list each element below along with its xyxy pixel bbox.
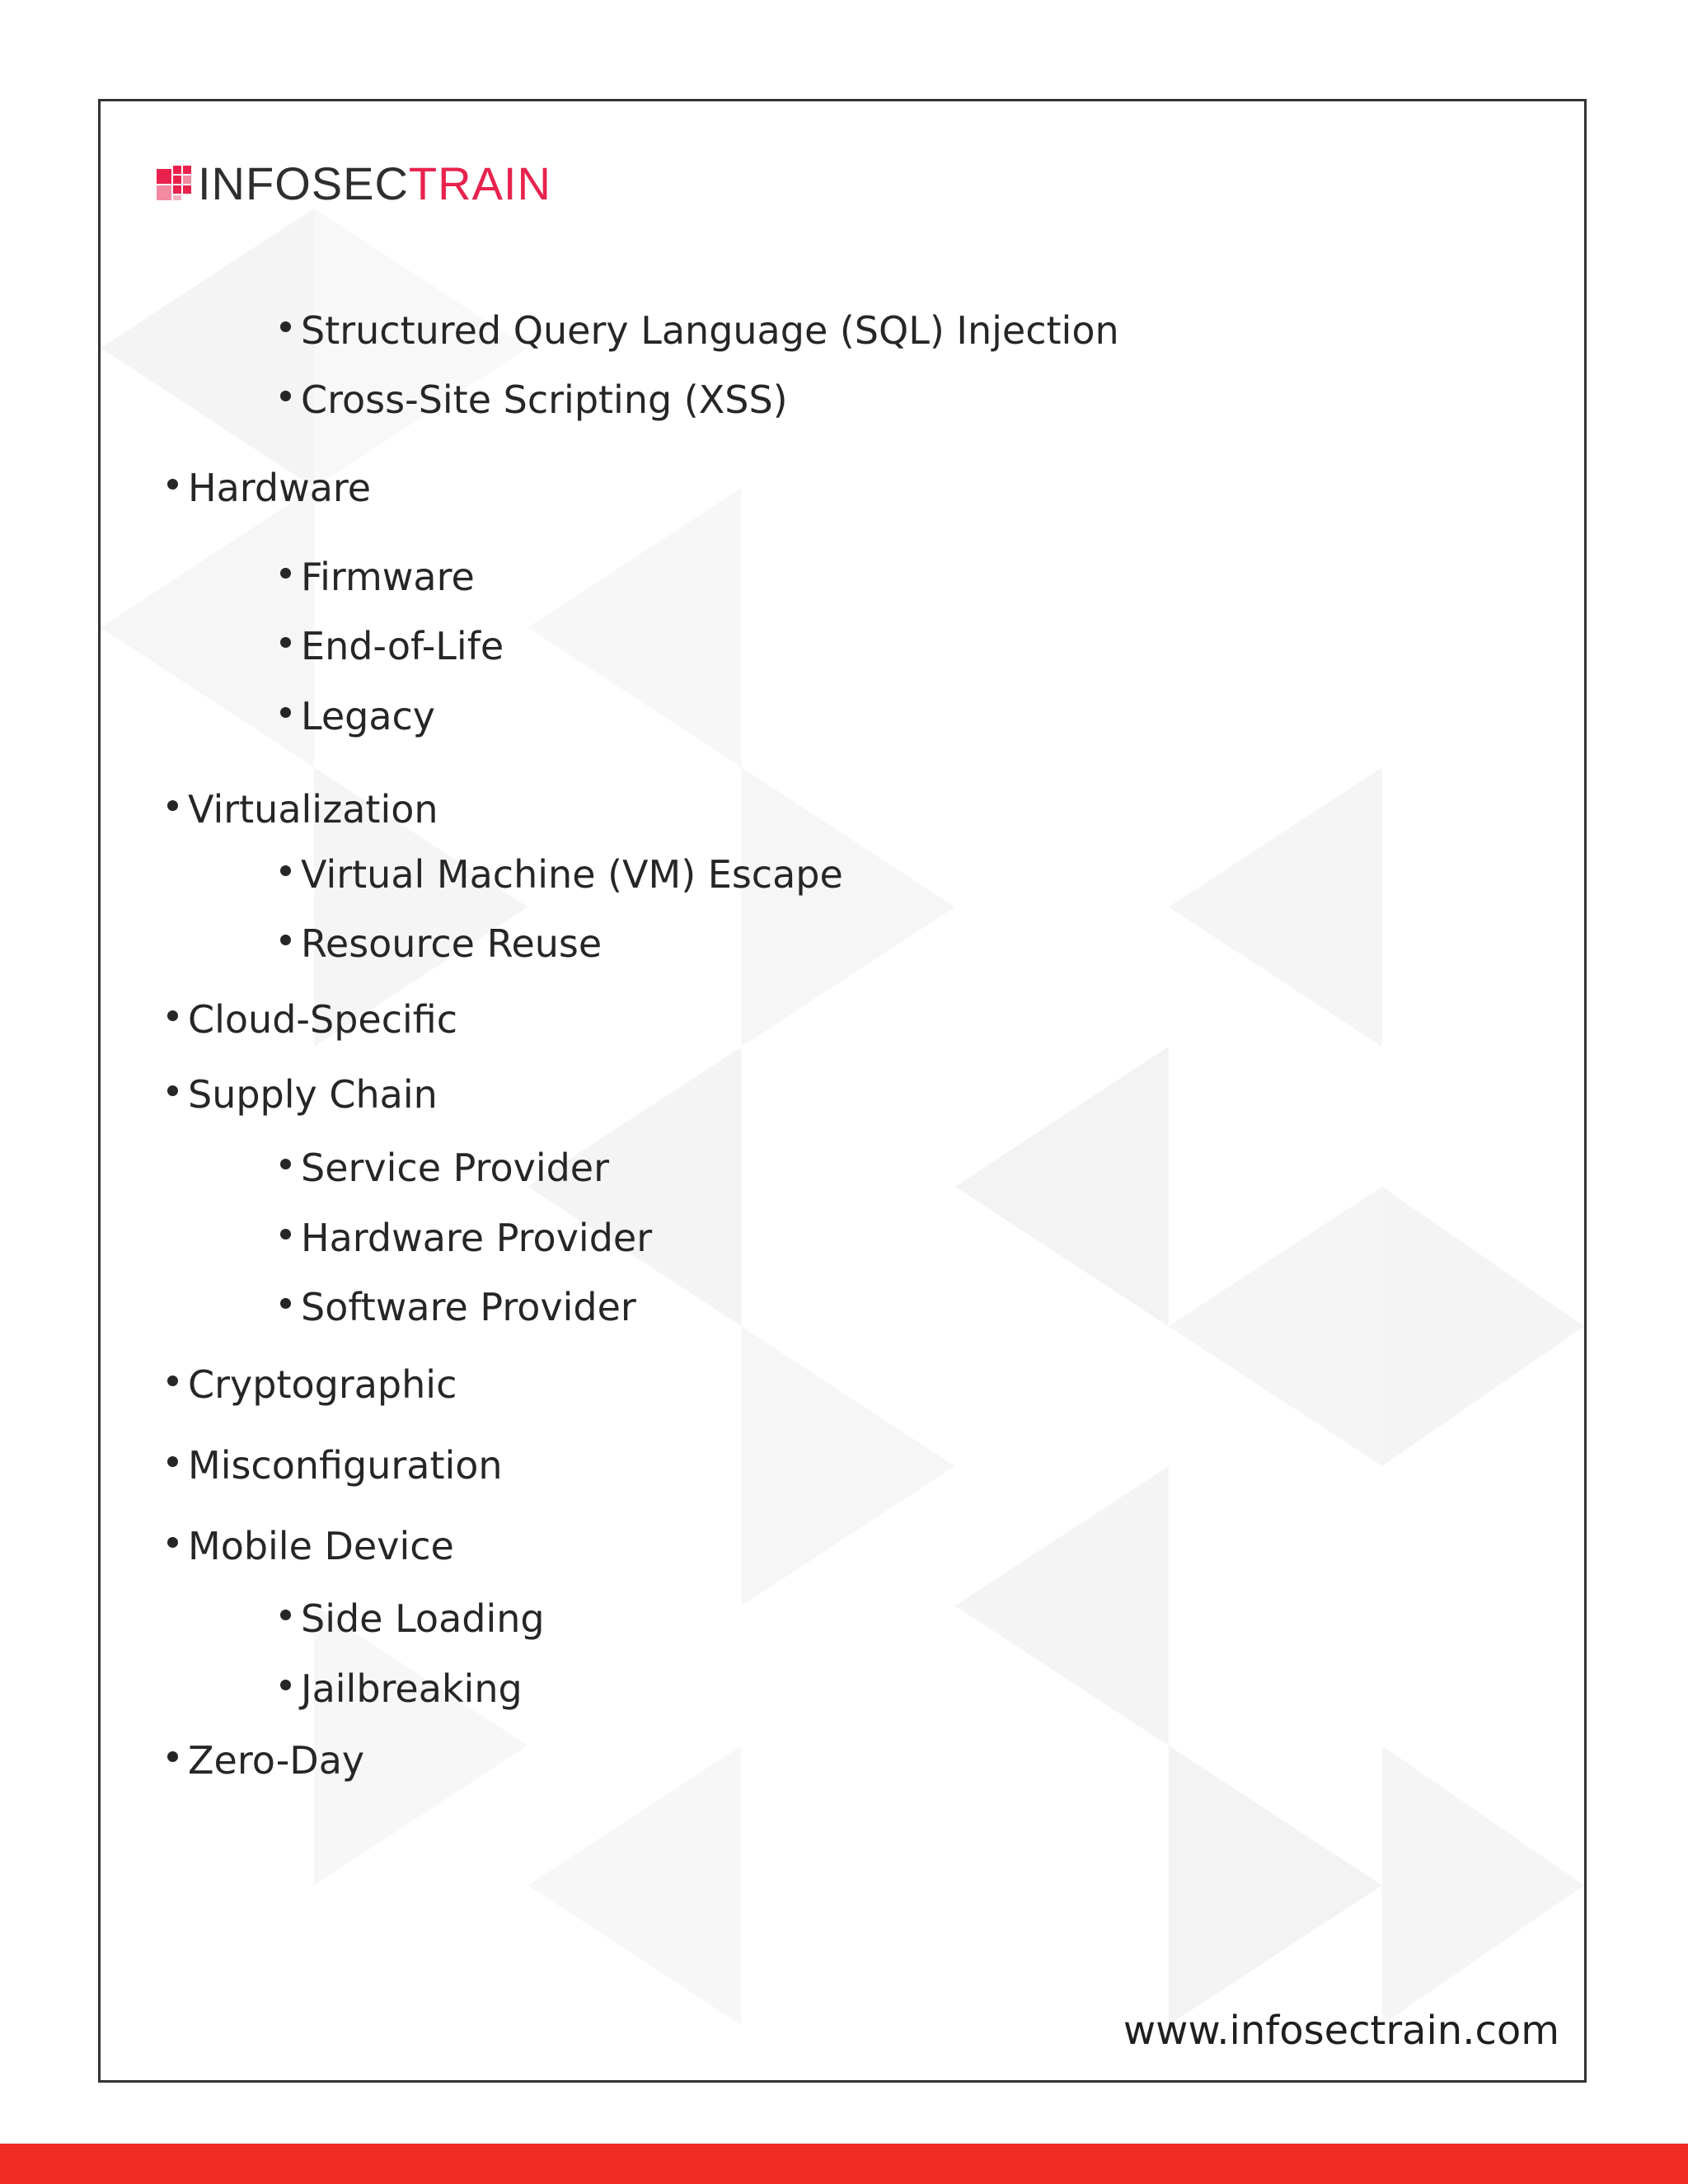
bullet-icon (280, 1159, 291, 1169)
bullet-icon (280, 391, 291, 401)
list-item: Cross-Site Scripting (XSS) (280, 381, 788, 419)
list-item: Software Provider (280, 1288, 636, 1326)
bullet-icon (167, 479, 178, 490)
bullet-icon (280, 321, 291, 332)
list-item: Supply Chain (167, 1076, 438, 1113)
bullet-icon (280, 1680, 291, 1690)
list-item: Resource Reuse (280, 925, 602, 963)
list-item: Firmware (280, 558, 475, 596)
bullet-icon (280, 568, 291, 579)
logo-text-train: TRAIN (408, 157, 551, 209)
bullet-icon (280, 707, 291, 718)
list-item: Cryptographic (167, 1366, 457, 1404)
list-item: Structured Query Language (SQL) Injection (280, 312, 1119, 349)
list-item: Service Provider (280, 1149, 609, 1187)
list-item: Hardware Provider (280, 1219, 652, 1257)
bullet-icon (167, 1537, 178, 1548)
bullet-icon (280, 1229, 291, 1240)
list-item: Jailbreaking (280, 1670, 523, 1708)
bullet-icon (167, 1085, 178, 1096)
bullet-icon (167, 1376, 178, 1386)
logo-grid-icon (157, 166, 193, 202)
bullet-icon (280, 637, 291, 648)
bullet-icon (280, 1298, 291, 1309)
list-item: Virtual Machine (VM) Escape (280, 855, 843, 893)
brand-logo (157, 159, 551, 209)
logo-wordmark (198, 157, 551, 209)
bullet-icon (280, 1610, 291, 1620)
bullet-icon (280, 865, 291, 876)
bullet-icon (167, 1010, 178, 1021)
logo-text-infosec: INFOSEC (198, 157, 409, 209)
page-frame (98, 99, 1587, 2083)
footer-website-url: www.infosectrain.com (1123, 2008, 1559, 2054)
list-item: End-of-Life (280, 627, 504, 665)
list-item: Zero-Day (167, 1741, 364, 1779)
list-item: Hardware (167, 469, 371, 507)
footer-accent-bar (0, 2144, 1688, 2184)
bullet-icon (167, 800, 178, 811)
list-item: Misconfiguration (167, 1446, 503, 1484)
bullet-icon (280, 935, 291, 945)
list-item: Mobile Device (167, 1527, 454, 1565)
bullet-icon (167, 1751, 178, 1762)
bullet-icon (167, 1456, 178, 1467)
list-item: Side Loading (280, 1600, 545, 1638)
list-item: Virtualization (167, 790, 438, 828)
list-item: Legacy (280, 697, 435, 735)
list-item: Cloud-Specific (167, 1001, 457, 1038)
